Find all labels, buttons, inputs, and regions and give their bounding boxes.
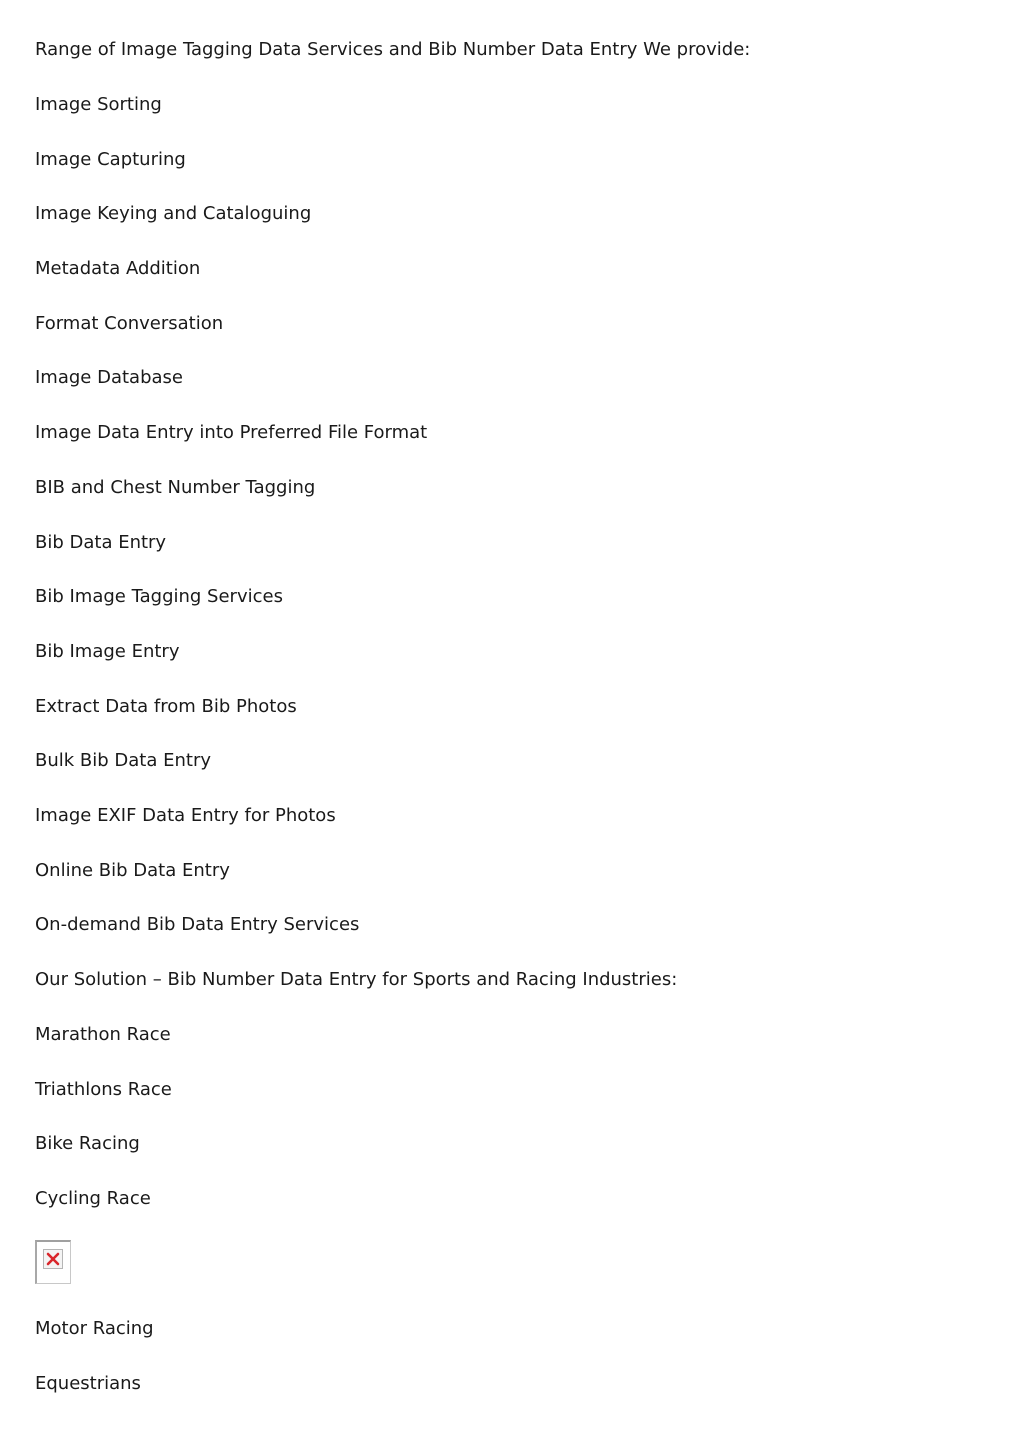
- list-item: Format Conversation: [35, 313, 224, 334]
- list-item: Image Sorting: [35, 94, 162, 115]
- list-item: Cycling Race: [35, 1188, 151, 1209]
- list-item: Motor Racing: [35, 1318, 154, 1339]
- document-body: [35, 0, 995, 1449]
- list-item: Image EXIF Data Entry for Photos: [35, 805, 336, 826]
- list-item: Image Database: [35, 367, 183, 388]
- intro-heading: Range of Image Tagging Data Services and Bib Number Data Entry We provide:: [35, 39, 751, 60]
- list-item: Image Data Entry into Preferred File Format: [35, 422, 428, 443]
- list-item: Equestrians: [35, 1373, 141, 1394]
- list-item: Bib Data Entry: [35, 532, 167, 553]
- list-item: Bulk Bib Data Entry: [35, 750, 211, 771]
- list-item: Bib Image Tagging Services: [35, 586, 283, 607]
- solution-heading: Our Solution – Bib Number Data Entry for Sports and Racing Industries:: [35, 969, 678, 990]
- list-item: Marathon Race: [35, 1024, 171, 1045]
- list-item: Image Keying and Cataloguing: [35, 203, 312, 224]
- list-item: Metadata Addition: [35, 258, 201, 279]
- broken-image-placeholder: [35, 1240, 71, 1284]
- list-item: Triathlons Race: [35, 1079, 172, 1100]
- broken-image-icon: [43, 1249, 63, 1269]
- list-item: Image Capturing: [35, 149, 186, 170]
- list-item: Bib Image Entry: [35, 641, 180, 662]
- close-x-icon: [44, 1250, 62, 1268]
- list-item: Online Bib Data Entry: [35, 860, 230, 881]
- list-item: Extract Data from Bib Photos: [35, 696, 297, 717]
- list-item: On-demand Bib Data Entry Services: [35, 914, 360, 935]
- list-item: Bike Racing: [35, 1133, 140, 1154]
- list-item: BIB and Chest Number Tagging: [35, 477, 316, 498]
